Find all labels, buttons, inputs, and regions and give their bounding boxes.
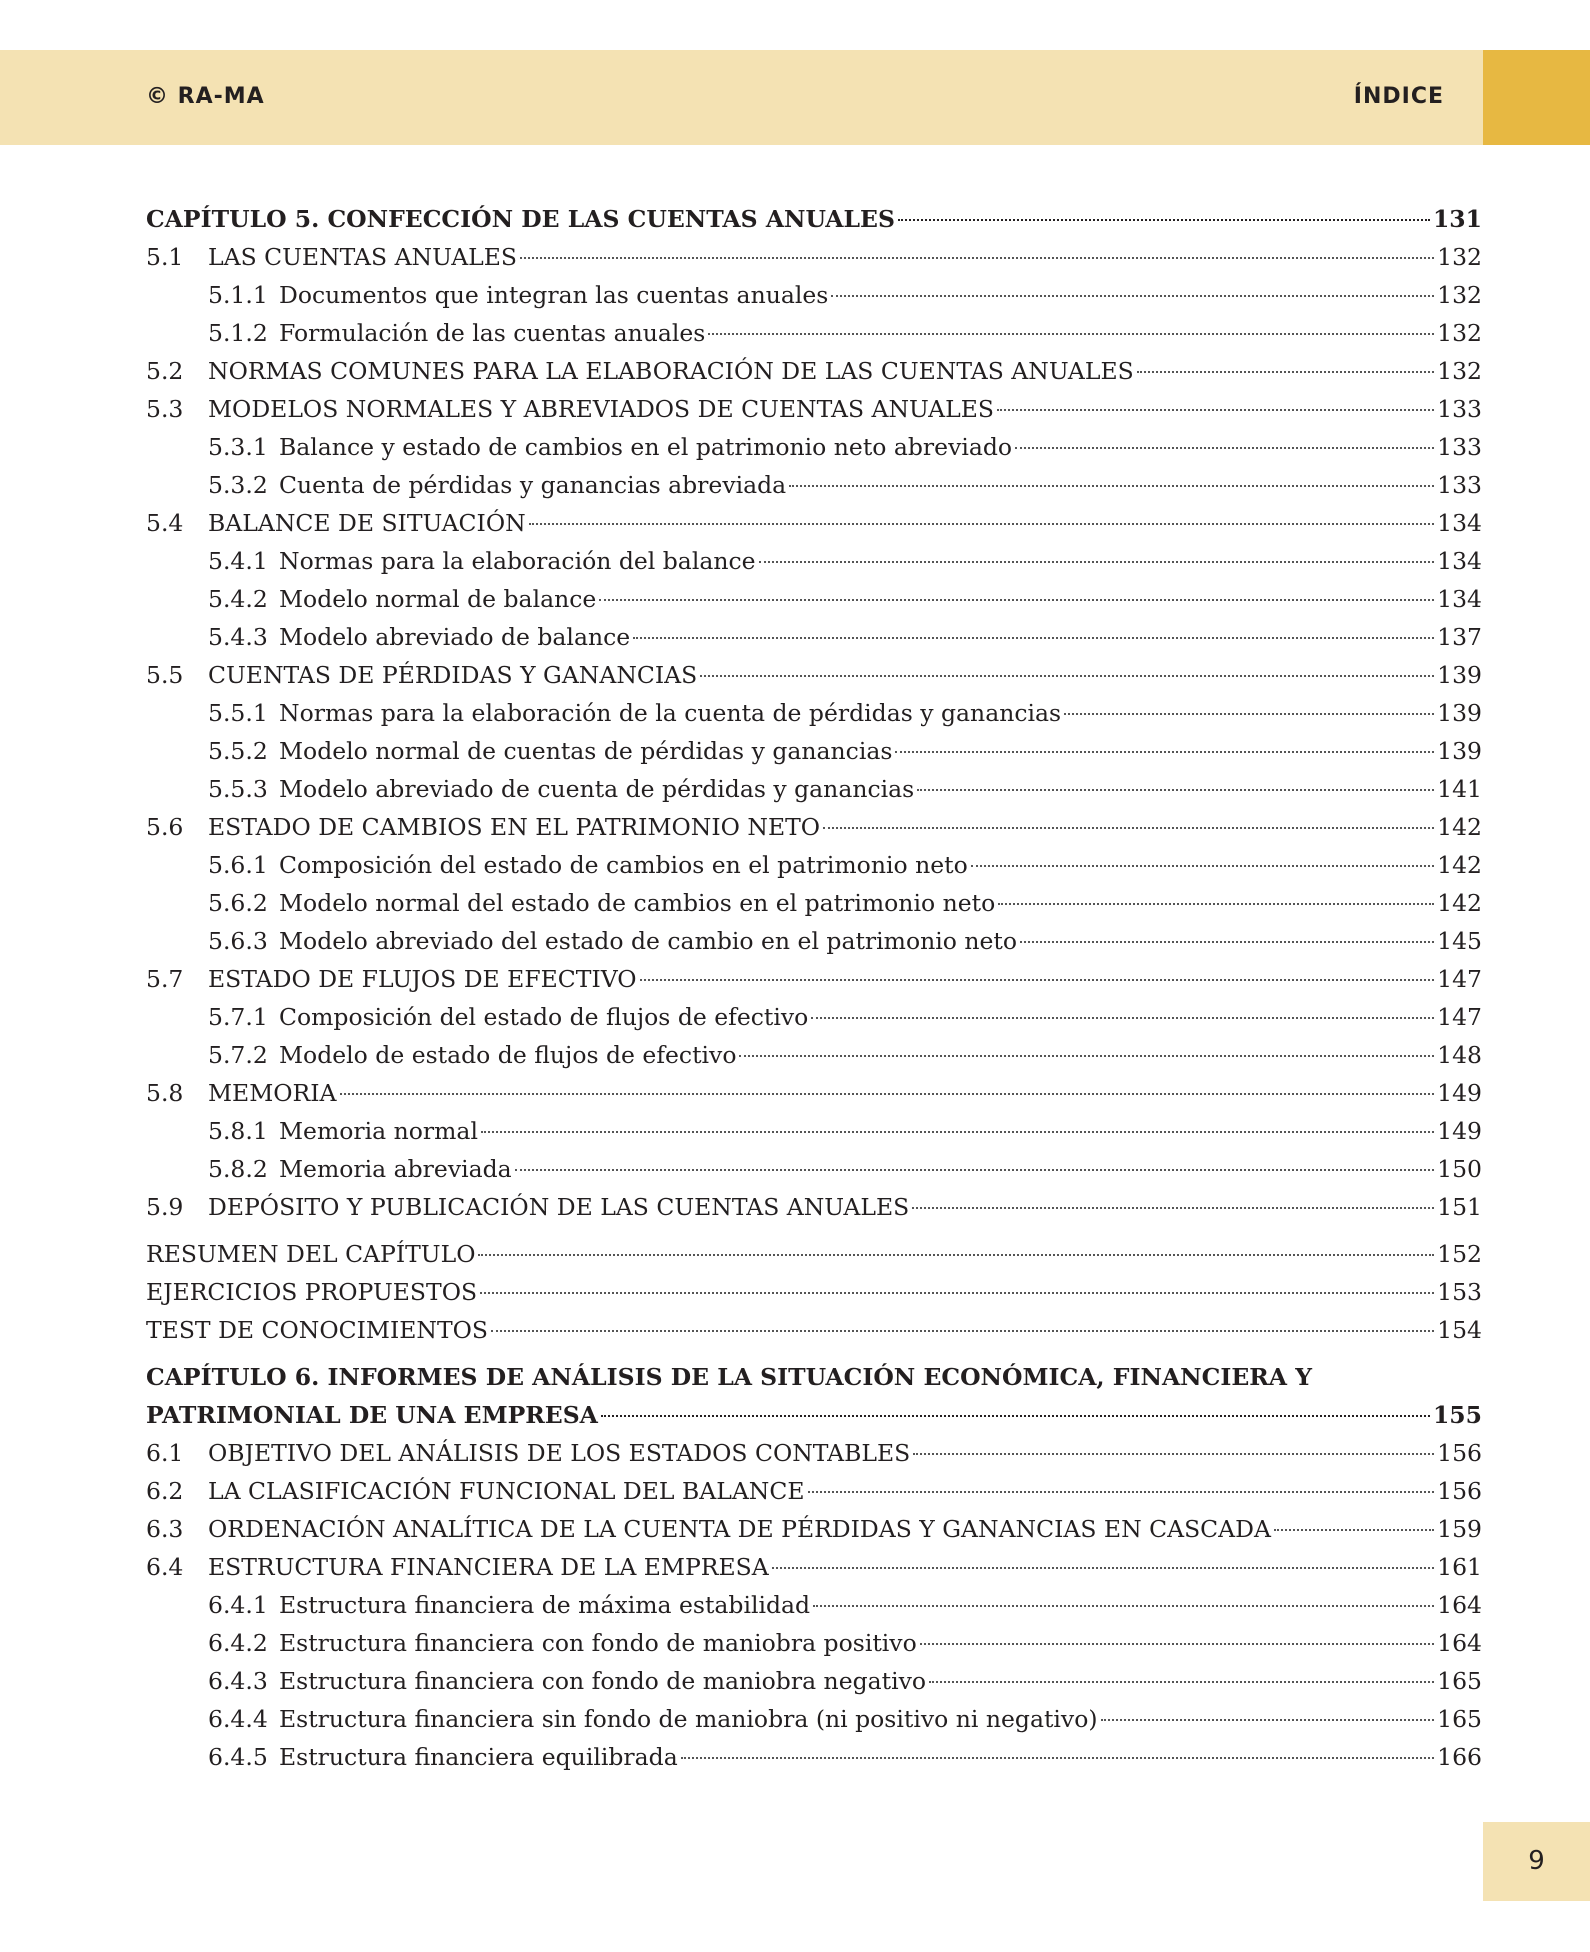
entry-title: MEMORIA [208,1079,337,1107]
toc-entry[interactable] [146,770,1482,808]
entry-title: Balance y estado de cambios en el patrimonio neto abreviado [279,433,1013,461]
dot-leader [478,1253,1434,1256]
entry-title: LAS CUENTAS ANUALES [208,243,518,271]
dot-leader [1137,370,1434,373]
page-ref: 139 [1437,661,1482,689]
page-ref: 142 [1437,889,1482,917]
page-ref: 152 [1437,1240,1482,1268]
chapter-title: CAPÍTULO 5. CONFECCIÓN DE LAS CUENTAS ANUALES [146,205,895,233]
dot-leader [912,1206,1434,1209]
section-number: 5.7.2 [208,1041,268,1069]
dot-leader [520,256,1434,259]
toc-entry[interactable] [146,884,1482,922]
toc-entry[interactable] [146,504,1482,542]
entry-title: Estructura financiera con fondo de maniobra negativo [279,1667,927,1695]
dot-leader [898,218,1430,221]
page-ref: 165 [1437,1667,1482,1695]
section-number: 5.8 [146,1079,184,1107]
entry-title: Composición del estado de flujos de efectivo [279,1003,809,1031]
section-number: 5.6 [146,813,184,841]
entry-title: Normas para la elaboración de la cuenta de pérdidas y ganancias [279,699,1062,727]
entry-title: Modelo de estado de flujos de efectivo [279,1041,737,1069]
dot-leader [599,598,1434,601]
entry-title: DEPÓSITO Y PUBLICACIÓN DE LAS CUENTAS ANUALES [208,1193,910,1221]
toc-entry[interactable] [146,1188,1482,1226]
toc-entry[interactable] [146,960,1482,998]
page-ref: 145 [1437,927,1482,955]
toc-entry[interactable] [146,1150,1482,1188]
toc-entry[interactable] [146,1235,1482,1273]
entry-title: Documentos que integran las cuentas anuales [279,281,829,309]
dot-leader [1101,1718,1435,1721]
chapter-title: PATRIMONIAL DE UNA EMPRESA [146,1401,598,1429]
entry-title: OBJETIVO DEL ANÁLISIS DE LOS ESTADOS CONTABLES [208,1439,911,1467]
section-number: 5.3.2 [208,471,268,499]
toc-entry[interactable] [146,1311,1482,1349]
page-ref: 132 [1437,357,1482,385]
dot-leader [920,1642,1434,1645]
section-number: 5.8.2 [208,1155,268,1183]
dot-leader [808,1490,1435,1493]
dot-leader [739,1054,1434,1057]
dot-leader [481,1130,1434,1133]
chapter-6-heading[interactable] [146,1396,1482,1434]
section-number: 6.4.5 [208,1743,268,1771]
page-ref: 141 [1437,775,1482,803]
toc-entry[interactable] [146,732,1482,770]
page-ref: 133 [1437,395,1482,423]
dot-leader [480,1291,1434,1294]
page-number: 9 [1528,1846,1545,1876]
page-ref: 134 [1437,585,1482,613]
section-number: 6.1 [146,1439,184,1467]
toc-entry[interactable] [146,542,1482,580]
section-number: 5.1.1 [208,281,268,309]
toc-entry[interactable] [146,846,1482,884]
dot-leader [1015,446,1434,449]
toc-entry[interactable] [146,1700,1482,1738]
header-tab [1483,50,1590,145]
entry-title: Modelo normal de cuentas de pérdidas y ganancias [279,737,893,765]
toc-entry[interactable] [146,466,1482,504]
dot-leader [515,1168,1434,1171]
toc-entry[interactable] [146,352,1482,390]
page-ref: 161 [1437,1553,1482,1581]
toc-entry[interactable] [146,1434,1482,1472]
chapter-6-entries [146,1434,1482,1776]
page-ref: 150 [1437,1155,1482,1183]
dot-leader [491,1329,1434,1332]
entry-title: Modelo abreviado de cuenta de pérdidas y ganancias [279,775,915,803]
entry-title: LA CLASIFICACIÓN FUNCIONAL DEL BALANCE [208,1477,805,1505]
entry-title: Modelo abreviado de balance [279,623,631,651]
dot-leader [997,408,1434,411]
section-number: 6.4 [146,1553,184,1581]
section-number: 5.4 [146,509,184,537]
toc-entry[interactable] [146,1624,1482,1662]
toc-entry[interactable] [146,998,1482,1036]
section-number: 5.3.1 [208,433,268,461]
section-number: 5.5.1 [208,699,268,727]
page-ref: 166 [1437,1743,1482,1771]
section-number: 5.3 [146,395,184,423]
entry-title: Normas para la elaboración del balance [279,547,756,575]
entry-title: Memoria abreviada [279,1155,512,1183]
toc-entry[interactable] [146,1036,1482,1074]
entry-title: Formulación de las cuentas anuales [279,319,706,347]
toc-entry[interactable] [146,1273,1482,1311]
section-number: 5.5.2 [208,737,268,765]
toc-entry[interactable] [146,922,1482,960]
entry-title: MODELOS NORMALES Y ABREVIADOS DE CUENTAS ANUALES [208,395,994,423]
entry-title: Modelo normal del estado de cambios en el patrimonio neto [279,889,996,917]
section-number: 6.3 [146,1515,184,1543]
section-number: 5.5.3 [208,775,268,803]
toc-entry[interactable] [146,1586,1482,1624]
page-ref: 142 [1437,851,1482,879]
dot-leader [929,1680,1434,1683]
page-ref: 156 [1437,1477,1482,1505]
page-ref: 153 [1437,1278,1482,1306]
page-ref: 132 [1437,319,1482,347]
page-ref: 134 [1437,509,1482,537]
toc-entry[interactable] [146,1548,1482,1586]
entry-title: Estructura financiera de máxima estabilidad [279,1591,811,1619]
entry-title: NORMAS COMUNES PARA LA ELABORACIÓN DE LAS CUENTAS ANUALES [208,357,1134,385]
toc-entry[interactable] [146,276,1482,314]
section-number: 5.2 [146,357,184,385]
section-number: 6.4.2 [208,1629,268,1657]
page-ref: 142 [1437,813,1482,841]
page-ref: 151 [1437,1193,1482,1221]
page-ref: 132 [1437,281,1482,309]
page-ref: 131 [1432,205,1482,233]
page-ref: 149 [1437,1117,1482,1145]
section-number: 5.4.1 [208,547,268,575]
entry-title: ORDENACIÓN ANALÍTICA DE LA CUENTA DE PÉRDIDAS Y GANANCIAS EN CASCADA [208,1515,1271,1543]
section-number: 6.4.4 [208,1705,268,1733]
section-number: 5.6.1 [208,851,268,879]
entry-title: Estructura financiera equilibrada [279,1743,678,1771]
publisher-label: © RA-MA [146,84,265,109]
dot-leader [895,750,1434,753]
section-number: 5.4.2 [208,585,268,613]
entry-title: ESTADO DE CAMBIOS EN EL PATRIMONIO NETO [208,813,821,841]
dot-leader [772,1566,1434,1569]
toc-entry[interactable] [146,428,1482,466]
dot-leader [831,294,1434,297]
dot-leader [708,332,1434,335]
section-number: 6.4.3 [208,1667,268,1695]
toc-entry[interactable] [146,1112,1482,1150]
page-ref: 149 [1437,1079,1482,1107]
entry-title: Modelo abreviado del estado de cambio en el patrimonio neto [279,927,1018,955]
page-ref: 132 [1437,243,1482,271]
toc-entry[interactable] [146,656,1482,694]
section-number: 5.8.1 [208,1117,268,1145]
page-ref: 164 [1437,1591,1482,1619]
dot-leader [529,522,1434,525]
page-ref: 154 [1437,1316,1482,1344]
page-ref: 165 [1437,1705,1482,1733]
page-ref: 137 [1437,623,1482,651]
toc-entry[interactable] [146,694,1482,732]
entry-title: Estructura financiera sin fondo de maniobra (ni positivo ni negativo) [279,1705,1098,1733]
table-of-contents [146,200,1482,1776]
page-ref: 148 [1437,1041,1482,1069]
toc-entry[interactable] [146,1074,1482,1112]
toc-entry[interactable] [146,1510,1482,1548]
section-number: 5.7.1 [208,1003,268,1031]
section-title: ÍNDICE [1353,84,1444,109]
toc-entry[interactable] [146,1738,1482,1776]
dot-leader [1064,712,1434,715]
page-ref: 164 [1437,1629,1482,1657]
section-number: 6.4.1 [208,1591,268,1619]
chapter-5-entries [146,238,1482,1226]
page-ref: 133 [1437,471,1482,499]
toc-entry[interactable] [146,390,1482,428]
section-number: 5.1.2 [208,319,268,347]
entry-title: ESTADO DE FLUJOS DE EFECTIVO [208,965,637,993]
dot-leader [813,1604,1434,1607]
page-ref: 147 [1437,1003,1482,1031]
dot-leader [998,902,1434,905]
page-ref: 155 [1432,1401,1482,1429]
section-number: 6.2 [146,1477,184,1505]
page-ref: 159 [1437,1515,1482,1543]
dot-leader [1274,1528,1434,1531]
toc-entry[interactable] [146,618,1482,656]
section-number: 5.9 [146,1193,184,1221]
entry-title: EJERCICIOS PROPUESTOS [146,1278,478,1306]
chapter-5-extras [146,1235,1482,1349]
dot-leader [1020,940,1434,943]
dot-leader [681,1756,1434,1759]
section-number: 5.4.3 [208,623,268,651]
section-number: 5.6.3 [208,927,268,955]
section-number: 5.5 [146,661,184,689]
toc-entry[interactable] [146,1662,1482,1700]
entry-title: Cuenta de pérdidas y ganancias abreviada [279,471,787,499]
toc-entry[interactable] [146,238,1482,276]
dot-leader [823,826,1434,829]
entry-title: CUENTAS DE PÉRDIDAS Y GANANCIAS [208,661,698,689]
entry-title: Modelo normal de balance [279,585,597,613]
section-number: 5.7 [146,965,184,993]
entry-title: TEST DE CONOCIMIENTOS [146,1316,488,1344]
dot-leader [789,484,1434,487]
dot-leader [811,1016,1434,1019]
dot-leader [633,636,1434,639]
chapter-6-heading-line1[interactable]: CAPÍTULO 6. INFORMES DE ANÁLISIS DE LA SITUACIÓN ECONÓMICA, FINANCIERA Y [146,1363,1312,1391]
dot-leader [759,560,1435,563]
toc-entry[interactable] [146,314,1482,352]
page-ref: 133 [1437,433,1482,461]
page-ref: 139 [1437,699,1482,727]
toc-entry[interactable] [146,1472,1482,1510]
page-ref: 147 [1437,965,1482,993]
entry-title: Estructura financiera con fondo de maniobra positivo [279,1629,917,1657]
dot-leader [340,1092,1435,1095]
toc-entry[interactable] [146,580,1482,618]
entry-title: Memoria normal [279,1117,478,1145]
dot-leader [640,978,1435,981]
dot-leader [700,674,1434,677]
entry-title: ESTRUCTURA FINANCIERA DE LA EMPRESA [208,1553,769,1581]
entry-title: RESUMEN DEL CAPÍTULO [146,1240,476,1268]
dot-leader [601,1414,1430,1417]
dot-leader [971,864,1434,867]
page-ref: 139 [1437,737,1482,765]
dot-leader [913,1452,1434,1455]
page-ref: 156 [1437,1439,1482,1467]
page-ref: 134 [1437,547,1482,575]
section-number: 5.6.2 [208,889,268,917]
entry-title: BALANCE DE SITUACIÓN [208,509,526,537]
entry-title: Composición del estado de cambios en el patrimonio neto [279,851,968,879]
section-number: 5.1 [146,243,184,271]
chapter-5-heading[interactable] [146,200,1482,238]
dot-leader [917,788,1434,791]
toc-entry[interactable] [146,808,1482,846]
